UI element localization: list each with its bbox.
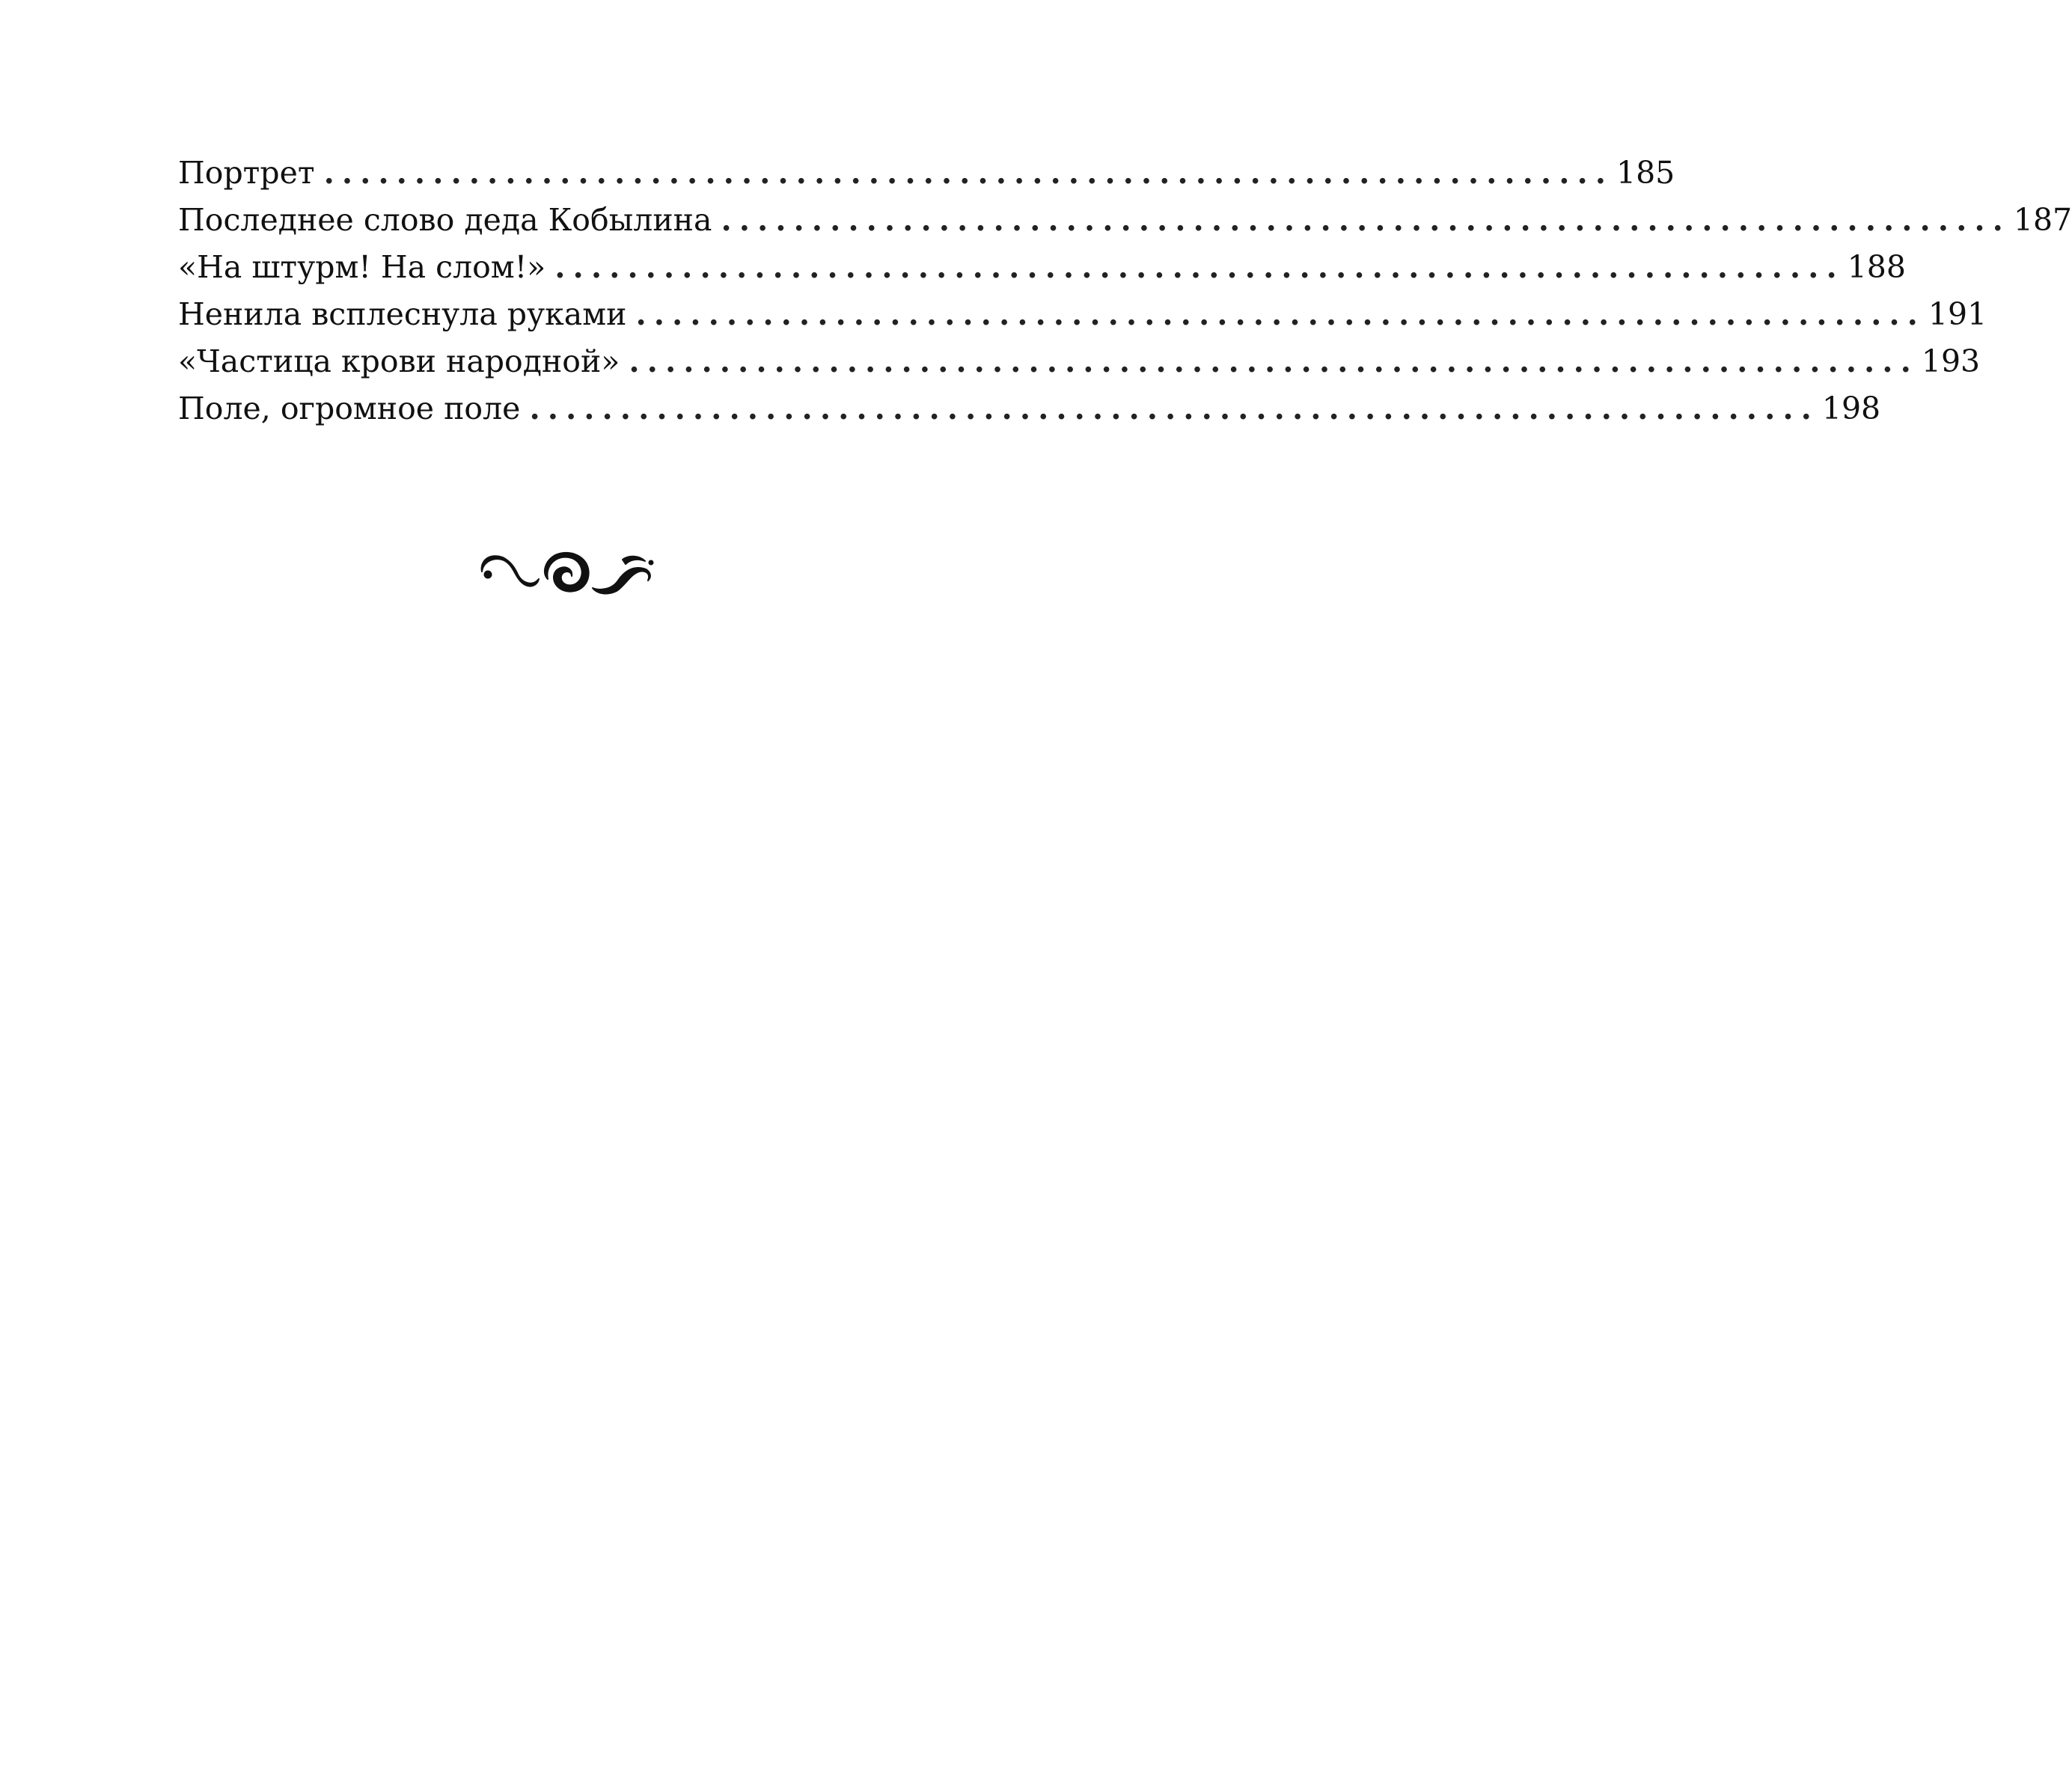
- toc-dot-leader: .......................................................................: [635, 296, 1925, 332]
- toc-entry-page: 187: [2013, 202, 2072, 238]
- swirl-ornament-icon: [476, 546, 655, 606]
- toc-dot-leader: .......................................................................: [721, 202, 2011, 238]
- toc-entry: [178, 197, 2072, 244]
- toc-entry-page: 191: [1928, 296, 1987, 332]
- toc-entry-title: Последнее слово деда Кобылина: [178, 202, 712, 238]
- toc-entry-title: Портрет: [178, 155, 315, 191]
- toc-entry: [178, 385, 1881, 432]
- toc-entry-title: «На штурм! На слом!»: [178, 249, 546, 285]
- toc-entry-page: 188: [1847, 249, 1906, 285]
- toc-dot-leader: .......................................................................: [629, 343, 1919, 379]
- toc-entry-page: 198: [1821, 391, 1881, 426]
- toc-entry-page: 185: [1616, 155, 1675, 191]
- toc-entry-title: «Частица крови народной»: [178, 343, 620, 379]
- toc-entry-title: Поле, огромное поле: [178, 391, 521, 426]
- table-of-contents: [178, 150, 2072, 432]
- toc-dot-leader: .......................................................................: [554, 249, 1845, 285]
- toc-entry: [178, 291, 1987, 338]
- toc-entry: [178, 244, 1906, 291]
- toc-dot-leader: .......................................................................: [529, 391, 1819, 426]
- toc-entry: [178, 150, 1675, 197]
- toc-entry: [178, 338, 1981, 385]
- toc-entry-page: 193: [1921, 343, 1981, 379]
- toc-dot-leader: .......................................................................: [323, 155, 1614, 191]
- toc-entry-title: Ненила всплеснула руками: [178, 296, 627, 332]
